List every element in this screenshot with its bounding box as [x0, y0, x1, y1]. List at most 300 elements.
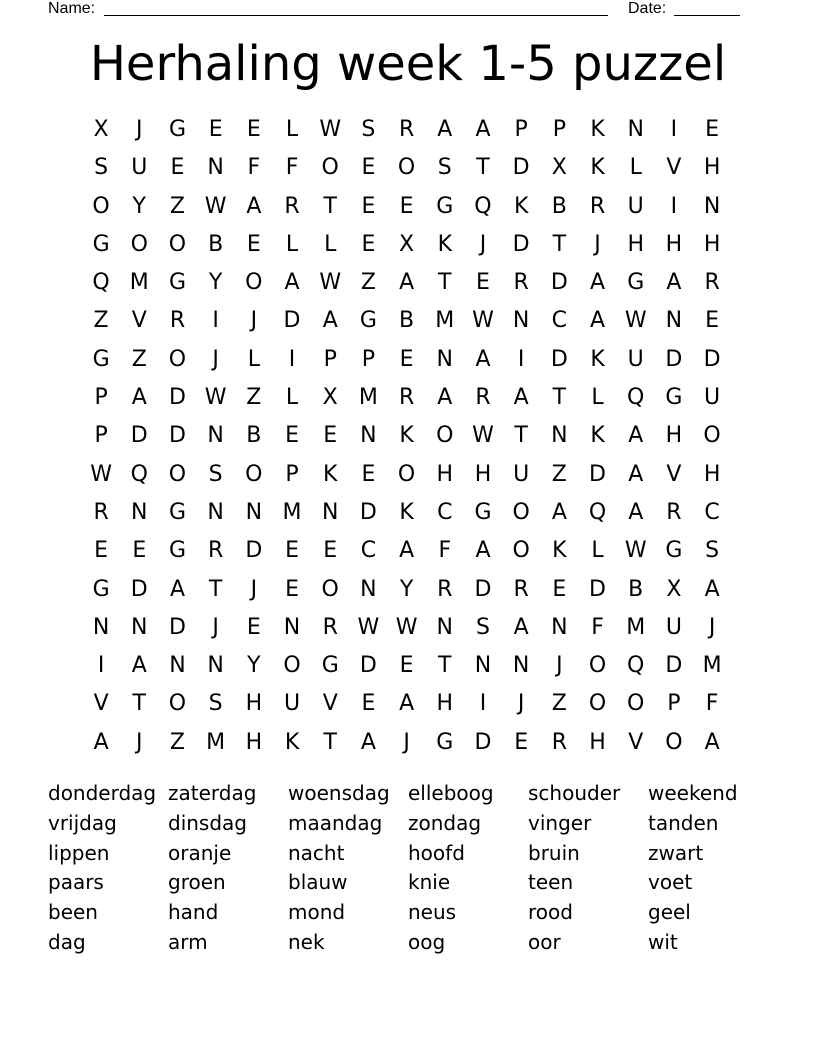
grid-cell: J [250, 576, 258, 602]
grid-cell: O [588, 691, 607, 717]
grid-cell: O [512, 499, 530, 525]
grid-cell: J [556, 653, 563, 679]
word-list-item: tanden [648, 810, 719, 835]
word-list-item: hoofd [408, 840, 465, 865]
grid-cell: M [435, 308, 455, 334]
grid-cell: N [512, 653, 530, 679]
grid-cell: A [169, 576, 185, 602]
grid-cell: U [131, 155, 148, 181]
grid-cell: R [398, 385, 415, 411]
grid-cell: R [704, 270, 720, 296]
word-list-item: been [48, 900, 98, 925]
grid-cell: M [358, 385, 378, 411]
grid-cell: D [550, 346, 568, 372]
grid-cell: A [322, 308, 338, 334]
word-list-item: schouder [528, 781, 621, 805]
grid-cell: G [168, 499, 186, 525]
grid-cell: H [665, 231, 683, 257]
word-list-item: vinger [528, 810, 592, 835]
grid-cell: O [627, 691, 645, 717]
grid-cell: D [474, 576, 492, 602]
date-label: Date: [628, 0, 667, 17]
grid-cell: L [285, 385, 299, 411]
grid-cell: G [92, 346, 110, 372]
word-list [48, 779, 768, 958]
grid-cell: Y [399, 576, 414, 602]
grid-cell: Z [246, 385, 262, 411]
word-list-item: maandag [288, 810, 383, 835]
grid-cell: P [667, 691, 681, 717]
grid-cell: D [168, 385, 186, 411]
word-list-item: hand [168, 900, 219, 925]
grid-cell: E [285, 423, 299, 449]
grid-cell: D [130, 576, 148, 602]
grid-cell: P [94, 423, 108, 449]
grid-cell: W [204, 193, 227, 219]
grid-cell: N [360, 576, 377, 602]
grid-cell: T [208, 576, 223, 602]
grid-cell: E [476, 270, 490, 296]
grid-cell: K [513, 193, 529, 219]
grid-cell: Z [169, 193, 185, 219]
grid-cell: W [624, 538, 647, 564]
grid-cell: G [359, 308, 377, 334]
grid-cell: J [136, 729, 143, 755]
word-list-item: zaterdag [168, 781, 257, 805]
grid-cell: R [93, 499, 109, 525]
grid-cell: N [207, 423, 224, 449]
word-list-item: oog [408, 929, 446, 954]
grid-cell: N [627, 117, 644, 142]
grid-cell: D [359, 499, 377, 525]
grid-cell: L [247, 346, 260, 372]
grid-cell: H [703, 155, 721, 181]
grid-cell: U [665, 614, 682, 640]
grid-cell: J [136, 117, 143, 142]
date-line[interactable] [674, 15, 740, 16]
grid-cell: U [627, 193, 644, 219]
grid-cell: O [512, 538, 530, 564]
grid-cell: L [324, 231, 337, 257]
grid-cell: R [169, 308, 186, 334]
grid-cell: T [476, 155, 490, 181]
grid-cell: Q [627, 385, 645, 411]
grid-cell: O [245, 270, 263, 296]
grid-cell: I [288, 346, 296, 372]
grid-cell: N [360, 423, 377, 449]
grid-cell: A [360, 729, 376, 755]
grid-cell: R [475, 385, 491, 411]
grid-cell: M [282, 499, 302, 525]
grid-cell: G [665, 538, 683, 564]
grid-cell: A [131, 653, 147, 679]
grid-cell: H [703, 461, 721, 487]
grid-cell: K [552, 538, 567, 564]
grid-cell: N [474, 653, 492, 679]
grid-cell: I [517, 346, 525, 372]
grid-cell: Y [208, 270, 223, 296]
grid-cell: C [437, 499, 453, 525]
grid-cell: J [250, 308, 258, 334]
grid-cell: A [475, 117, 491, 142]
grid-cell: F [438, 538, 452, 564]
word-list-item: neus [408, 900, 457, 925]
grid-cell: A [284, 270, 300, 296]
grid-cell: B [551, 193, 567, 219]
grid-cell: E [361, 231, 376, 257]
grid-cell: E [361, 155, 376, 181]
grid-cell: R [208, 538, 224, 564]
grid-cell: I [670, 193, 678, 219]
grid-cell: A [704, 576, 720, 602]
grid-cell: E [285, 538, 299, 564]
puzzle-title: Herhaling week 1-5 puzzel [89, 36, 727, 92]
grid-cell: W [395, 614, 418, 640]
grid-cell: V [93, 691, 109, 717]
grid-cell: S [361, 117, 376, 142]
grid-cell: U [513, 461, 530, 487]
grid-cell: B [208, 231, 224, 257]
word-list-item: oor [528, 929, 561, 954]
grid-cell: Z [551, 461, 567, 487]
grid-cell: X [666, 576, 682, 602]
grid-cell: S [437, 155, 452, 181]
grid-cell: E [246, 231, 261, 257]
grid-cell: G [665, 385, 683, 411]
grid-cell: L [285, 117, 299, 142]
grid-cell: A [437, 385, 453, 411]
grid-cell: T [552, 231, 567, 257]
word-list-item: nacht [288, 840, 345, 865]
grid-cell: X [399, 231, 415, 257]
grid-cell: W [319, 117, 342, 142]
grid-cell: A [590, 270, 606, 296]
grid-cell: O [283, 653, 301, 679]
grid-cell: N [207, 499, 224, 525]
grid-cell: T [132, 691, 146, 717]
grid-cell: N [551, 614, 568, 640]
grid-cell: S [208, 461, 223, 487]
name-line[interactable] [104, 15, 608, 16]
grid-cell: J [594, 231, 601, 257]
grid-cell: L [285, 231, 299, 257]
grid-cell: M [129, 270, 149, 296]
grid-cell: K [437, 231, 452, 257]
grid-cell: D [245, 538, 263, 564]
grid-cell: N [131, 499, 148, 525]
grid-cell: M [626, 614, 646, 640]
word-list-item: mond [288, 900, 346, 925]
grid-cell: D [283, 308, 301, 334]
grid-cell: N [551, 423, 568, 449]
grid-cell: E [285, 576, 299, 602]
grid-cell: S [705, 538, 720, 564]
grid-cell: K [590, 155, 605, 181]
grid-cell: Y [132, 193, 146, 219]
grid-cell: P [285, 461, 299, 487]
word-list-item: bruin [528, 840, 580, 865]
grid-cell: O [436, 423, 454, 449]
word-list-item: paars [48, 870, 104, 895]
grid-cell: O [397, 155, 416, 181]
grid-cell: D [589, 576, 606, 602]
grid-cell: V [322, 691, 338, 717]
grid-cell: I [479, 691, 487, 717]
word-list-item: rood [528, 900, 573, 925]
grid-cell: R [513, 576, 529, 602]
grid-cell: A [475, 346, 491, 372]
grid-cell: G [436, 193, 454, 219]
grid-cell: T [438, 270, 452, 296]
grid-cell: E [514, 729, 529, 755]
word-list-item: blauw [288, 870, 348, 895]
grid-cell: E [170, 155, 185, 181]
grid-cell: D [589, 461, 606, 487]
grid-cell: M [206, 729, 226, 755]
grid-cell: U [627, 346, 644, 372]
word-list-item: voet [648, 870, 693, 895]
grid-cell: F [705, 691, 719, 717]
grid-cell: E [399, 653, 414, 679]
grid-cell: P [323, 346, 337, 372]
grid-cell: T [514, 423, 528, 449]
grid-cell: Y [247, 653, 261, 679]
grid-cell: O [92, 193, 110, 219]
letter-grid [82, 111, 731, 762]
word-list-item: donderdag [48, 781, 157, 805]
word-list-item: lippen [48, 840, 110, 865]
grid-cell: G [474, 499, 492, 525]
grid-cell: A [93, 729, 109, 755]
grid-cell: A [131, 385, 147, 411]
grid-cell: A [475, 538, 491, 564]
grid-cell: O [588, 653, 607, 679]
grid-cell: A [399, 691, 415, 717]
word-list-item: weekend [648, 781, 738, 805]
grid-cell: V [666, 461, 682, 487]
word-list-item: geel [648, 900, 691, 925]
grid-cell: A [590, 308, 606, 334]
grid-cell: C [704, 499, 720, 525]
grid-cell: U [704, 385, 721, 411]
grid-cell: W [319, 270, 342, 296]
grid-cell: A [399, 270, 415, 296]
grid-cell: G [168, 538, 186, 564]
grid-cell: T [323, 729, 337, 755]
grid-cell: O [321, 155, 339, 181]
grid-cell: Q [130, 461, 148, 487]
grid-cell: Z [169, 729, 185, 755]
grid-cell: E [246, 614, 261, 640]
grid-cell: Z [360, 270, 376, 296]
grid-cell: D [359, 653, 377, 679]
grid-cell: G [168, 270, 186, 296]
grid-cell: W [90, 461, 112, 487]
grid-cell: U [283, 691, 301, 717]
grid-cell: A [628, 423, 644, 449]
grid-cell: V [628, 729, 644, 755]
grid-cell: I [670, 117, 678, 142]
word-list-item: groen [168, 870, 226, 895]
grid-cell: B [628, 576, 644, 602]
grid-cell: A [704, 729, 720, 755]
grid-cell: K [399, 423, 414, 449]
word-list-item: nek [288, 929, 325, 954]
grid-cell: L [629, 155, 642, 181]
grid-cell: E [323, 538, 338, 564]
grid-cell: G [436, 729, 454, 755]
grid-cell: V [131, 308, 147, 334]
grid-cell: K [590, 423, 605, 449]
grid-cell: O [245, 461, 263, 487]
grid-cell: G [627, 270, 645, 296]
grid-cell: E [705, 117, 720, 142]
grid-cell: W [472, 308, 494, 334]
grid-cell: O [321, 576, 339, 602]
grid-cell: M [702, 653, 722, 679]
grid-cell: F [591, 614, 604, 640]
grid-cell: R [284, 193, 300, 219]
grid-cell: R [551, 729, 567, 755]
grid-cell: W [624, 308, 647, 334]
grid-cell: R [437, 576, 453, 602]
grid-cell: O [665, 729, 683, 755]
grid-cell: H [436, 691, 454, 717]
word-list-item: teen [528, 870, 574, 895]
word-list-item: knie [408, 870, 451, 895]
grid-cell: J [479, 231, 487, 257]
grid-cell: F [285, 155, 299, 181]
grid-cell: A [551, 499, 567, 525]
word-list-item: elleboog [408, 781, 494, 805]
grid-cell: K [323, 461, 338, 487]
grid-cell: H [627, 231, 644, 257]
grid-cell: K [399, 499, 414, 525]
grid-cell: Z [131, 346, 147, 372]
word-list-item: arm [168, 929, 208, 954]
grid-cell: W [472, 423, 494, 449]
grid-cell: H [436, 461, 454, 487]
grid-cell: C [551, 308, 568, 334]
grid-cell: N [245, 499, 263, 525]
grid-cell: J [212, 614, 219, 640]
name-label: Name: [48, 0, 96, 17]
grid-cell: C [360, 538, 377, 564]
grid-cell: F [247, 155, 261, 181]
grid-cell: N [283, 614, 301, 640]
grid-cell: J [403, 729, 410, 755]
grid-cell: A [513, 614, 529, 640]
grid-cell: E [705, 308, 720, 334]
grid-cell: S [94, 155, 109, 181]
grid-cell: E [399, 193, 414, 219]
grid-cell: A [628, 499, 644, 525]
grid-cell: E [361, 691, 376, 717]
grid-cell: D [512, 155, 530, 181]
grid-cell: N [207, 653, 224, 679]
grid-cell: O [168, 691, 187, 717]
grid-cell: H [245, 691, 263, 717]
grid-cell: B [399, 308, 415, 334]
grid-cell: P [94, 385, 108, 411]
grid-cell: L [591, 385, 604, 411]
grid-cell: A [513, 385, 529, 411]
grid-cell: D [665, 653, 683, 679]
grid-cell: N [207, 155, 224, 181]
grid-cell: O [168, 461, 187, 487]
grid-cell: L [591, 538, 604, 564]
grid-cell: R [322, 614, 338, 640]
grid-cell: Z [551, 691, 567, 717]
grid-cell: Z [93, 308, 109, 334]
word-list-item: woensdag [288, 781, 390, 805]
grid-cell: I [97, 653, 105, 679]
grid-cell: Q [588, 499, 607, 525]
grid-cell: E [552, 576, 567, 602]
grid-cell: H [703, 231, 721, 257]
grid-cell: A [437, 117, 453, 142]
grid-cell: N [169, 653, 186, 679]
grid-cell: S [475, 614, 490, 640]
grid-cell: N [512, 308, 530, 334]
grid-cell: X [551, 155, 567, 181]
grid-cell: R [666, 499, 682, 525]
grid-cell: E [399, 346, 414, 372]
grid-cell: T [438, 653, 452, 679]
word-list-item: zwart [648, 840, 704, 865]
grid-cell: E [361, 193, 376, 219]
grid-cell: O [130, 231, 148, 257]
grid-cell: N [131, 614, 148, 640]
grid-cell: I [212, 308, 219, 334]
grid-cell: T [323, 193, 337, 219]
grid-cell: S [208, 691, 223, 717]
grid-cell: H [474, 461, 492, 487]
grid-cell: A [399, 538, 415, 564]
grid-cell: X [322, 385, 338, 411]
grid-cell: G [168, 117, 186, 142]
word-list-item: zondag [408, 810, 482, 835]
grid-cell: P [361, 346, 376, 372]
grid-cell: E [323, 423, 338, 449]
grid-cell: O [397, 461, 416, 487]
grid-cell: W [357, 614, 380, 640]
grid-cell: N [436, 346, 454, 372]
grid-cell: J [212, 346, 219, 372]
grid-cell: A [628, 461, 644, 487]
grid-cell: E [246, 117, 261, 142]
grid-cell: X [93, 117, 109, 142]
grid-cell: D [474, 729, 492, 755]
grid-cell: K [590, 117, 605, 142]
grid-cell: D [665, 346, 683, 372]
grid-cell: Q [474, 193, 492, 219]
word-list-item: oranje [168, 840, 232, 865]
grid-cell: Q [627, 653, 645, 679]
grid-cell: R [589, 193, 606, 219]
header [48, 0, 748, 18]
grid-cell: G [321, 653, 339, 679]
grid-cell: E [208, 117, 223, 142]
grid-cell: G [92, 576, 110, 602]
grid-cell: A [666, 270, 682, 296]
grid-cell: J [517, 691, 525, 717]
grid-cell: N [665, 308, 683, 334]
grid-cell: R [398, 117, 415, 142]
grid-cell: A [246, 193, 262, 219]
grid-cell: E [361, 461, 376, 487]
grid-cell: N [321, 499, 339, 525]
